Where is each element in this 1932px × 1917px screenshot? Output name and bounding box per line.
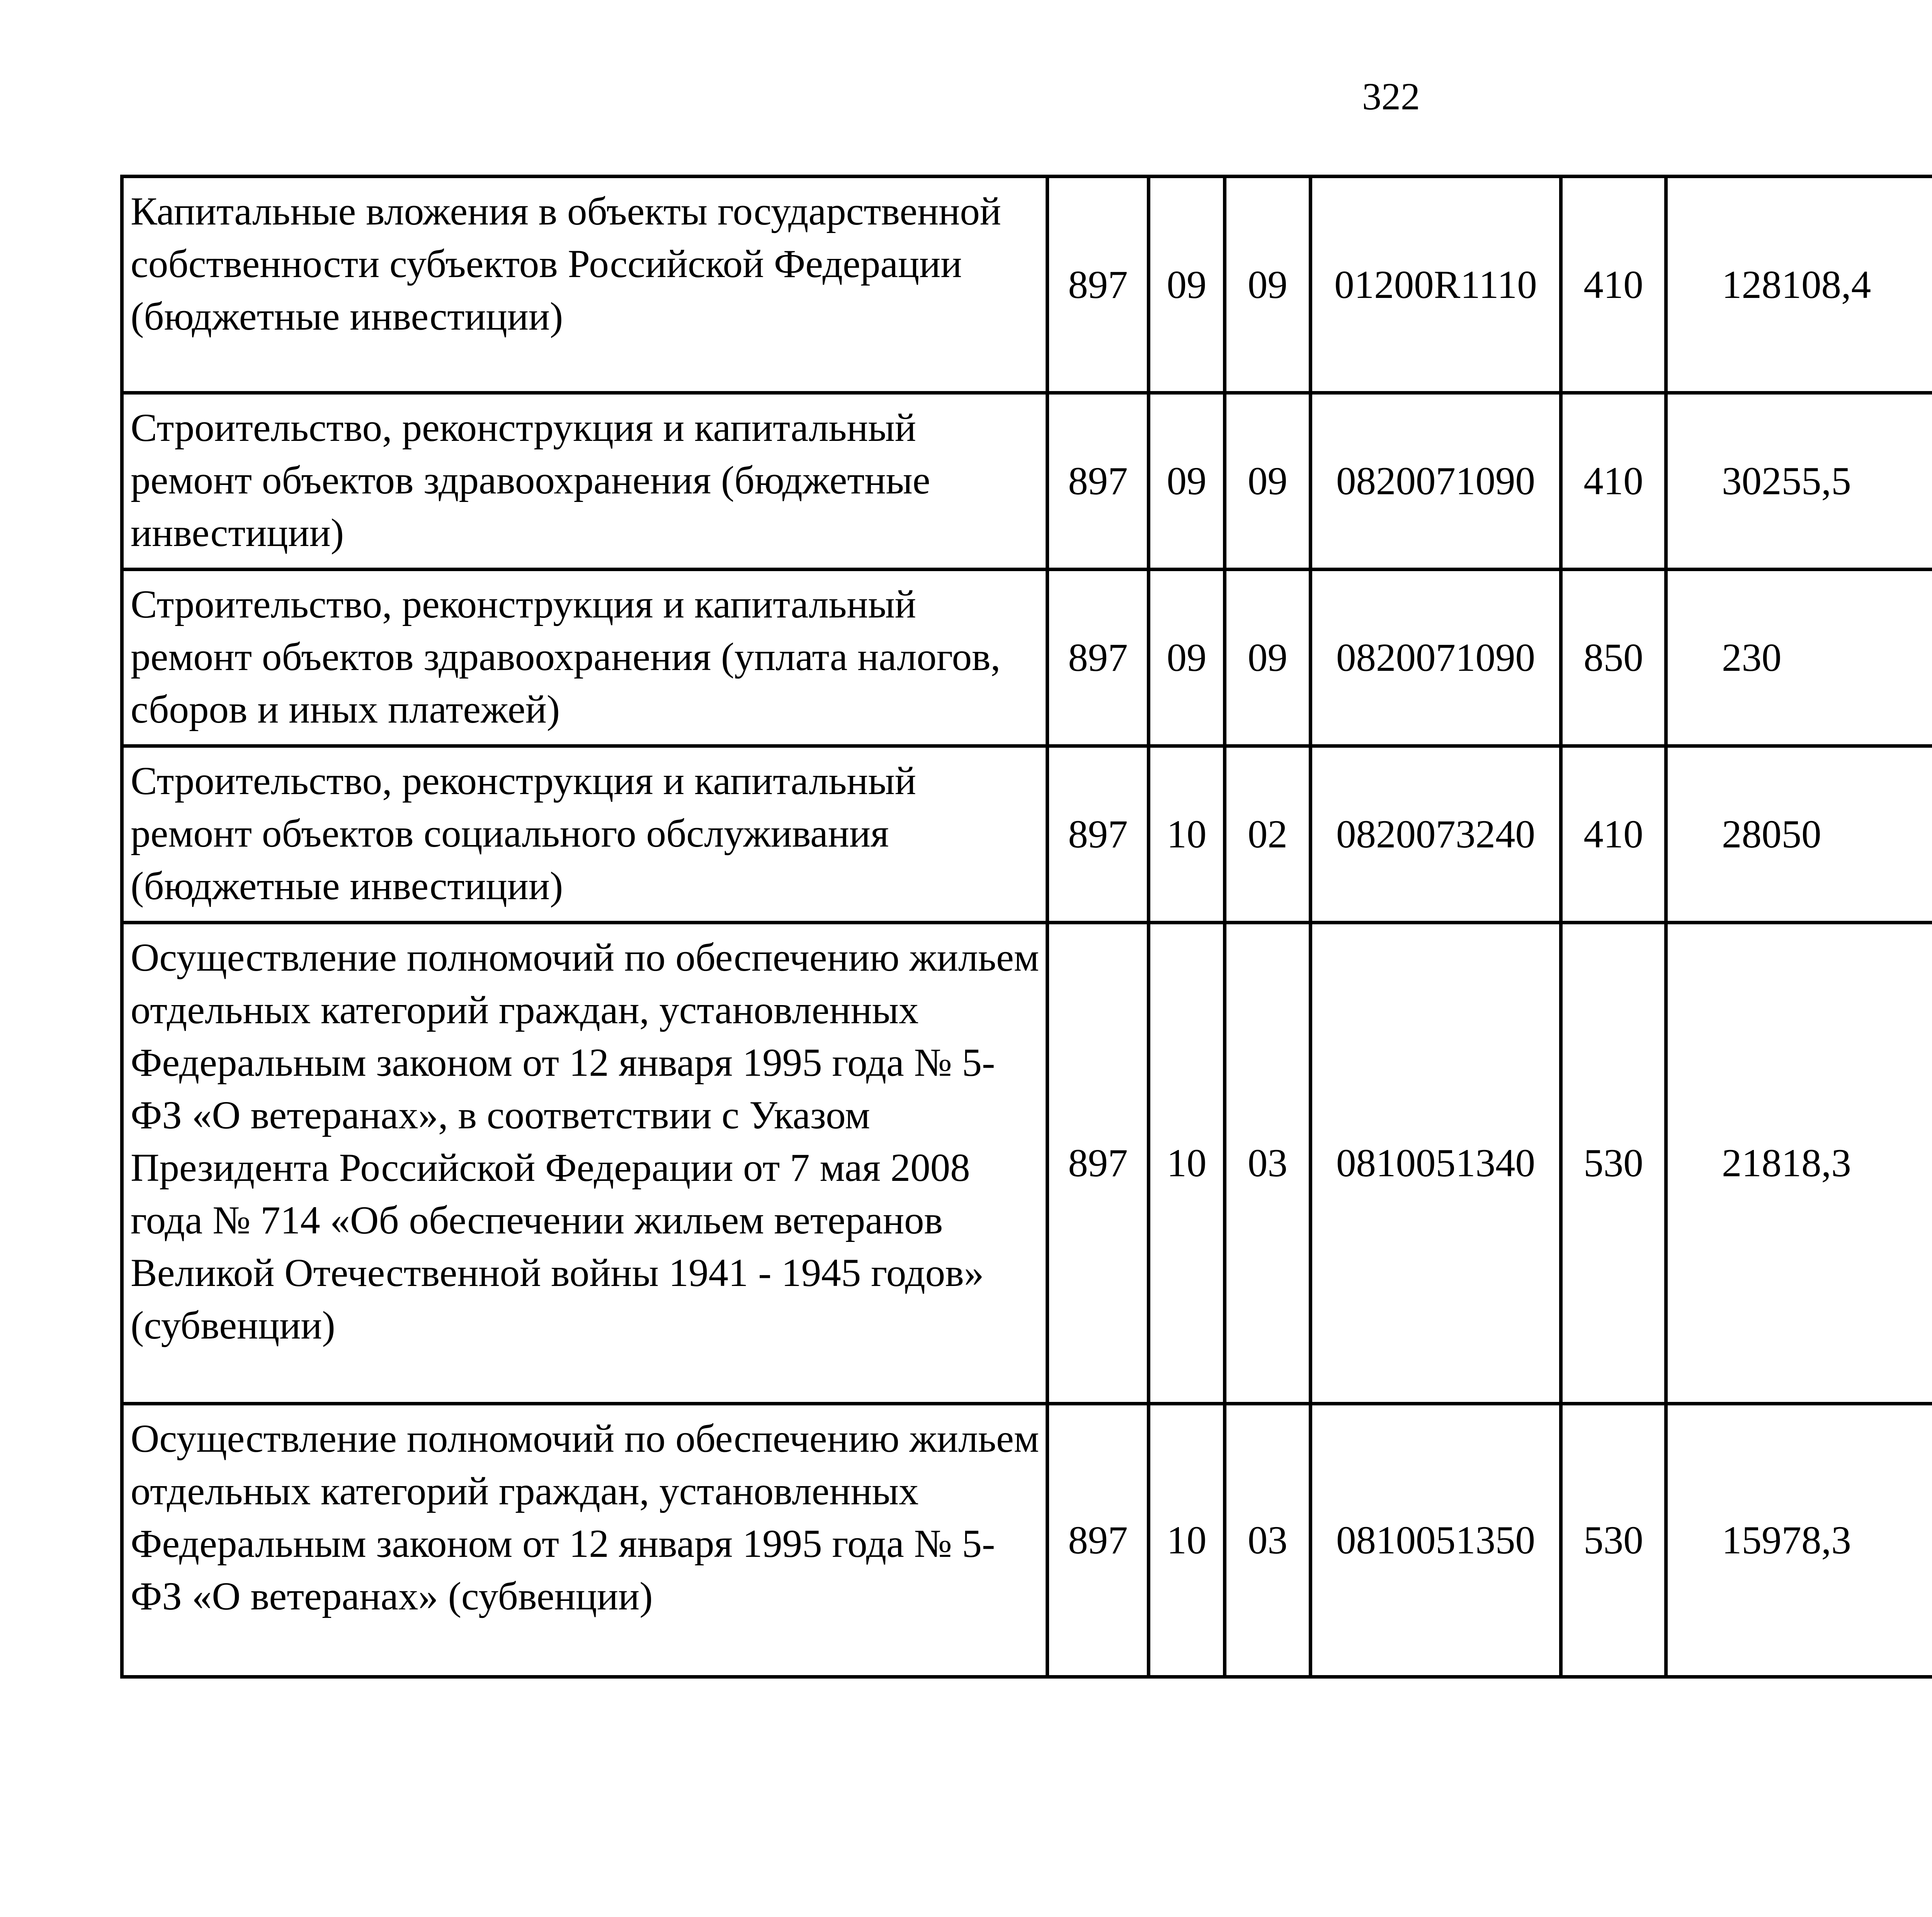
amount-year-1: 30255,5 bbox=[1666, 393, 1932, 570]
page-number: 322 bbox=[1362, 75, 1420, 118]
grs-code: 897 bbox=[1048, 1404, 1149, 1677]
expense-name: Осуществление полномочий по обеспечению жильем отдельных категорий граждан, установленных Федеральным законом от 12 января 1995 года № 5-ФЗ «О ветеранах» (субвенции) bbox=[122, 1404, 1048, 1677]
section-code: 10 bbox=[1149, 1404, 1225, 1677]
section-code: 10 bbox=[1149, 746, 1225, 923]
expense-name: Капитальные вложения в объекты государственной собственности субъектов Российской Федерации (бюджетные инвестиции) bbox=[122, 177, 1048, 393]
subsection-code: 03 bbox=[1225, 1404, 1311, 1677]
subsection-code: 09 bbox=[1225, 177, 1311, 393]
amount-year-1: 28050 bbox=[1666, 746, 1932, 923]
table-row bbox=[122, 177, 1932, 393]
target-article-code: 0820071090 bbox=[1311, 570, 1561, 746]
section-code: 09 bbox=[1149, 177, 1225, 393]
expense-name: Строительство, реконструкция и капитальный ремонт объектов социального обслуживания (бюджетные инвестиции) bbox=[122, 746, 1048, 923]
amount-year-1: 128108,4 bbox=[1666, 177, 1932, 393]
expense-type-code: 410 bbox=[1561, 393, 1666, 570]
section-code: 09 bbox=[1149, 393, 1225, 570]
grs-code: 897 bbox=[1048, 923, 1149, 1404]
expense-name: Осуществление полномочий по обеспечению жильем отдельных категорий граждан, установленных Федеральным законом от 12 января 1995 года № 5-ФЗ «О ветеранах», в соответствии с Указом Президента Российской Федерации от 7 мая 2008 года № 714 «Об обеспечении жильем ветеранов Великой Отечественной войны 1941 - 1945 годов» (субвенции) bbox=[122, 923, 1048, 1404]
table-row bbox=[122, 1404, 1932, 1677]
amount-year-1: 21818,3 bbox=[1666, 923, 1932, 1404]
table-row bbox=[122, 393, 1932, 570]
expense-type-code: 850 bbox=[1561, 570, 1666, 746]
budget-table bbox=[120, 175, 1932, 1679]
expense-type-code: 530 bbox=[1561, 1404, 1666, 1677]
subsection-code: 09 bbox=[1225, 570, 1311, 746]
expense-type-code: 410 bbox=[1561, 746, 1666, 923]
target-article-code: 01200R1110 bbox=[1311, 177, 1561, 393]
table-row bbox=[122, 923, 1932, 1404]
target-article-code: 0820071090 bbox=[1311, 393, 1561, 570]
subsection-code: 02 bbox=[1225, 746, 1311, 923]
expense-name: Строительство, реконструкция и капитальный ремонт объектов здравоохранения (уплата налогов, сборов и иных платежей) bbox=[122, 570, 1048, 746]
expense-type-code: 530 bbox=[1561, 923, 1666, 1404]
grs-code: 897 bbox=[1048, 746, 1149, 923]
grs-code: 897 bbox=[1048, 393, 1149, 570]
table-row bbox=[122, 570, 1932, 746]
grs-code: 897 bbox=[1048, 177, 1149, 393]
target-article-code: 0810051340 bbox=[1311, 923, 1561, 1404]
amount-year-1: 230 bbox=[1666, 570, 1932, 746]
target-article-code: 0810051350 bbox=[1311, 1404, 1561, 1677]
expense-name: Строительство, реконструкция и капитальный ремонт объектов здравоохранения (бюджетные инвестиции) bbox=[122, 393, 1048, 570]
subsection-code: 03 bbox=[1225, 923, 1311, 1404]
expense-type-code: 410 bbox=[1561, 177, 1666, 393]
table-row bbox=[122, 746, 1932, 923]
section-code: 10 bbox=[1149, 923, 1225, 1404]
grs-code: 897 bbox=[1048, 570, 1149, 746]
target-article-code: 0820073240 bbox=[1311, 746, 1561, 923]
amount-year-1: 15978,3 bbox=[1666, 1404, 1932, 1677]
subsection-code: 09 bbox=[1225, 393, 1311, 570]
section-code: 09 bbox=[1149, 570, 1225, 746]
